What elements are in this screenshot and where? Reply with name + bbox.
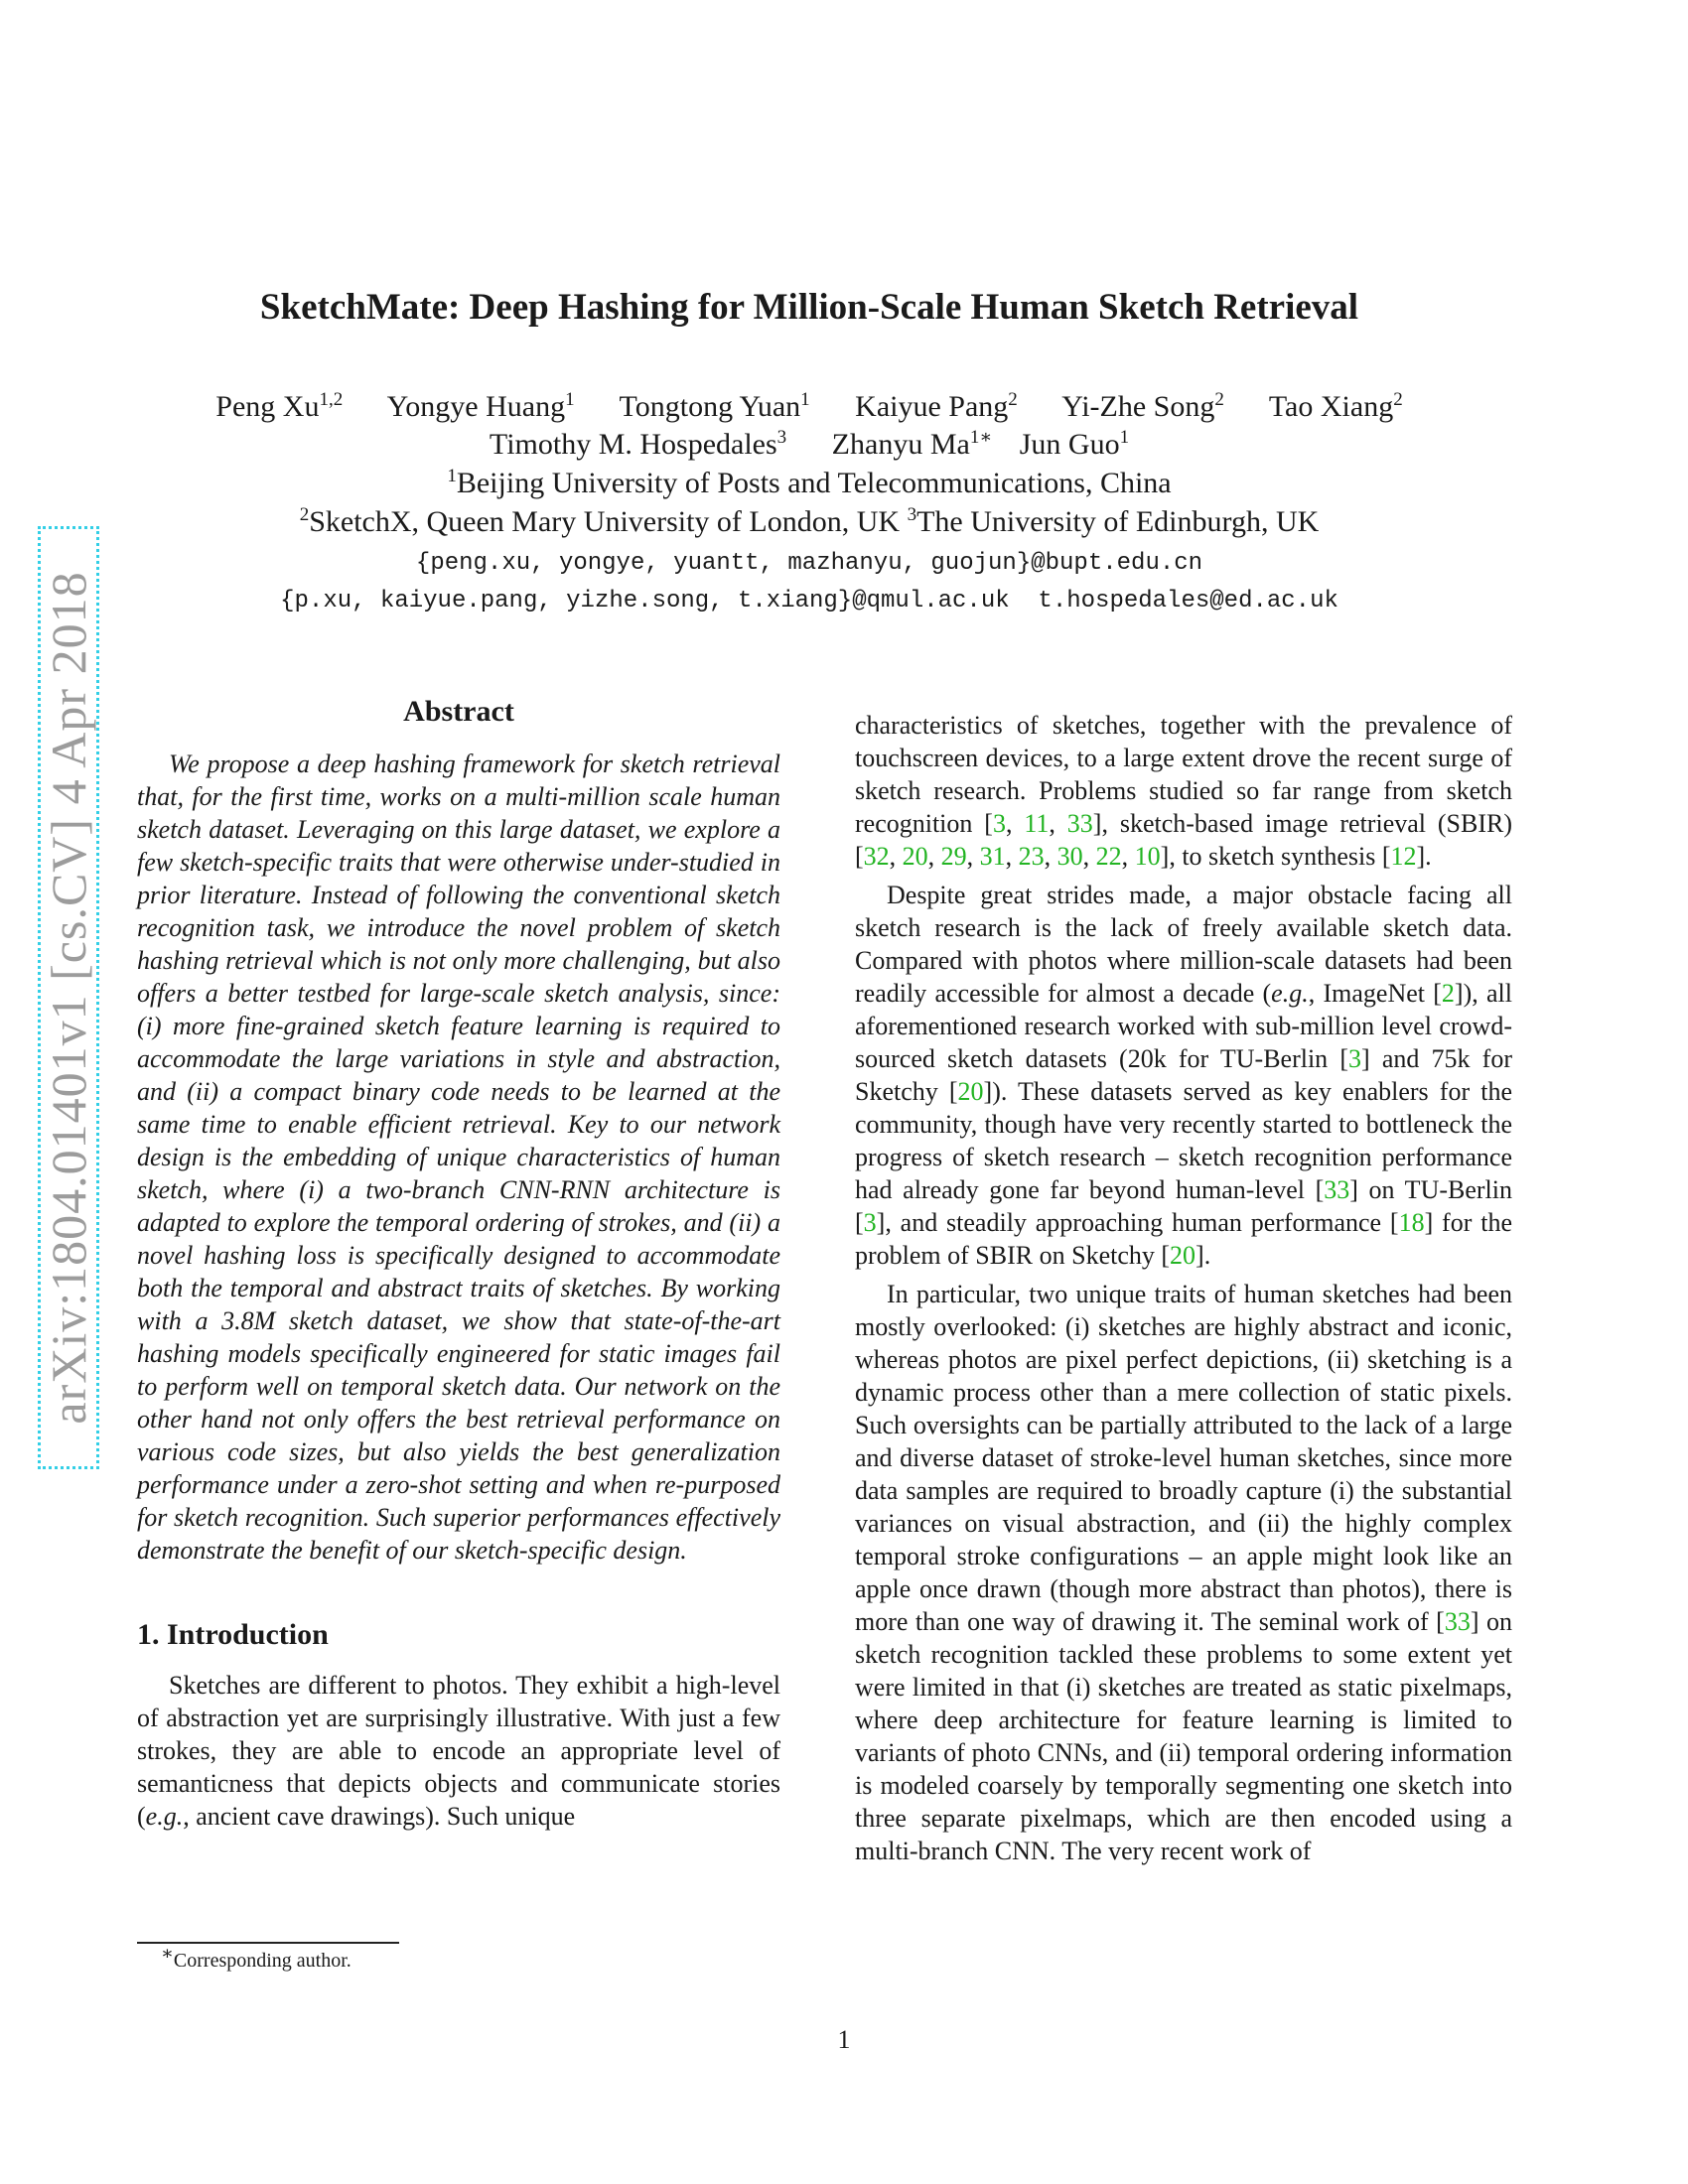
right-column: [855, 709, 1512, 1867]
citation-link[interactable]: 10: [1134, 842, 1161, 871]
abstract-heading: Abstract: [403, 695, 514, 728]
footnote-rule: [137, 1942, 399, 1944]
citation-link[interactable]: 33: [1066, 809, 1093, 838]
paragraph: characteristics of sketches, together with the prevalence of touchscreen devices, to a large extent drove the recent surge of sketch research. Problems studied so far range from sketch recognition [3, 11, 33], sketch-based image retrieval (SBIR) [32, 20, 29, 31, 23, 30, 22, 10], to sketch synthesis [12].: [855, 711, 1512, 871]
author: Yongye Huang$^1$: [386, 389, 575, 423]
arxiv-sidebar: [38, 526, 99, 1469]
author-row-1: [0, 390, 1618, 424]
paper-title: SketchMate: Deep Hashing for Million-Scale Human Sketch Retrieval: [259, 287, 1359, 328]
citation-link[interactable]: 18: [1398, 1208, 1425, 1237]
citation-link[interactable]: 23: [1018, 842, 1045, 871]
affiliation-1: $^1$Beijing University of Posts and Telecommunications, China: [447, 466, 1172, 499]
citation-link[interactable]: 29: [940, 842, 967, 871]
citation-link[interactable]: 30: [1056, 842, 1083, 871]
citation-link[interactable]: 11: [1024, 809, 1050, 838]
email-line-1: {peng.xu, yongye, yuantt, mazhanyu, guojun}@bupt.edu.cn: [415, 550, 1203, 577]
citation-link[interactable]: 3: [1348, 1044, 1361, 1073]
citation-link[interactable]: 20: [1170, 1241, 1196, 1270]
citation-link[interactable]: 33: [1324, 1175, 1350, 1204]
arxiv-id: arXiv:1804.01401v1 [cs.CV] 4 Apr 2018: [41, 571, 96, 1425]
citation-link[interactable]: 3: [863, 1208, 877, 1237]
citation-link[interactable]: 32: [863, 842, 890, 871]
footnote: ∗Corresponding author.: [161, 1943, 352, 1972]
email-line-2: {p.xu, kaiyue.pang, yizhe.song, t.xiang}@qmul.ac.uk t.hospedales@ed.ac.uk: [280, 588, 1338, 614]
intro-paragraph: Sketches are different to photos. They exhibit a high-level of abstraction yet are surprisingly illustrative. With just a few strokes, they are able to encode an appropriate level of semanticness that depicts objects and communicate stories (e.g., ancient cave drawings). Such unique: [137, 1671, 780, 1831]
author: Jun Guo$^1$: [1019, 427, 1130, 461]
citation-link[interactable]: 31: [979, 842, 1006, 871]
citation-link[interactable]: 12: [1390, 842, 1417, 871]
abstract-text: We propose a deep hashing framework for sketch retrieval that, for the first time, works on a multi-million scale human sketch dataset. Leveraging on this large dataset, we explore a few sketch-specific traits that were otherwise under-studied in prior literature. Instead of following the conventional sketch recognition task, we introduce the novel problem of sketch hashing retrieval which is not only more challenging, but also offers a better testbed for large-scale sketch analysis, since: (i) more fine-grained sketch feature learning is required to accommodate the large variations in style and abstraction, and (ii) a compact binary code needs to be learned at the same time to enable efficient retrieval. Key to our network design is the embedding of unique characteristics of human sketch, where (i) a two-branch CNN-RNN architecture is adapted to explore the temporal ordering of strokes, and (ii) a novel hashing loss is specifically designed to accommodate both the temporal and abstract traits of sketches. By working with a 3.8M sketch dataset, we show that state-of-the-art hashing models specifically engineered for static images fail to perform well on temporal sketch data. Our network on the other hand not only offers the best retrieval performance on various code sizes, but also yields the best generalization performance under a zero-shot setting and when re-purposed for sketch recognition. Such superior performances effectively demonstrate the benefit of our sketch-specific design.: [137, 750, 780, 1565]
citation-link[interactable]: 20: [902, 842, 928, 871]
citation-link[interactable]: 20: [957, 1077, 984, 1106]
author: Peng Xu$^{1,2}$: [215, 389, 344, 423]
author: Yi-Zhe Song$^2$: [1061, 389, 1224, 423]
left-column: [137, 695, 780, 1833]
citation-link[interactable]: 22: [1095, 842, 1122, 871]
author-row-2: [0, 428, 1618, 462]
citation-link[interactable]: 2: [1441, 979, 1455, 1008]
paragraph: In particular, two unique traits of human sketches had been mostly overlooked: (i) sketches are highly abstract and iconic, whereas photos are pixel perfect depictions, (ii) sketching is a dynamic process other than a mere collection of static pixels. Such oversights can be partially attributed to the lack of a large and diverse dataset of stroke-level human sketches, since more data samples are required to broadly capture (i) the substantial variances on visual abstraction, and (ii) the highly complex temporal stroke configurations – an apple might look like an apple once drawn (though more abstract than photos), there is more than one way of drawing it. The seminal work of [33] on sketch recognition tackled these problems to some extent yet were limited in that (i) sketches are treated as static pixelmaps, where deep architecture for feature learning is limited to variants of photo CNNs, and (ii) temporal ordering information is modeled coarsely by temporally segmenting one sketch into three separate pixelmaps, which are then encoded using a multi-branch CNN. The very recent work of: [855, 1280, 1512, 1865]
author: Timothy M. Hospedales$^3$: [489, 427, 787, 461]
author: Zhanyu $Ma^{1∗}$: [831, 427, 993, 461]
citation-link[interactable]: 3: [992, 809, 1006, 838]
author: Kaiyue Pang$^2$: [855, 389, 1018, 423]
author: Tongtong Yuan$^1$: [619, 389, 810, 423]
section-heading-introduction: 1. Introduction: [137, 1618, 329, 1651]
paragraph: Despite great strides made, a major obstacle facing all sketch research is the lack of freely available sketch data. Compared with photos where million-scale datasets had been readily accessible for almost a decade (e.g., ImageNet [2]), all aforementioned research worked with sub-million level crowd-sourced sketch datasets (20k for TU-Berlin [3] and 75k for Sketchy [20]). These datasets served as key enablers for the community, though have very recently started to bottleneck the progress of sketch research – sketch recognition performance had already gone far beyond human-level [33] on TU-Berlin [3], and steadily approaching human performance [18] for the problem of SBIR on Sketchy [20].: [855, 881, 1512, 1270]
citation-link[interactable]: 33: [1444, 1607, 1471, 1636]
author: Tao Xiang$^2$: [1268, 389, 1403, 423]
affiliation-2-3: $^2$SketchX, Queen Mary University of London, UK $^3$The University of Edinburgh, UK: [299, 504, 1320, 538]
page-number: 1: [837, 2025, 851, 2054]
